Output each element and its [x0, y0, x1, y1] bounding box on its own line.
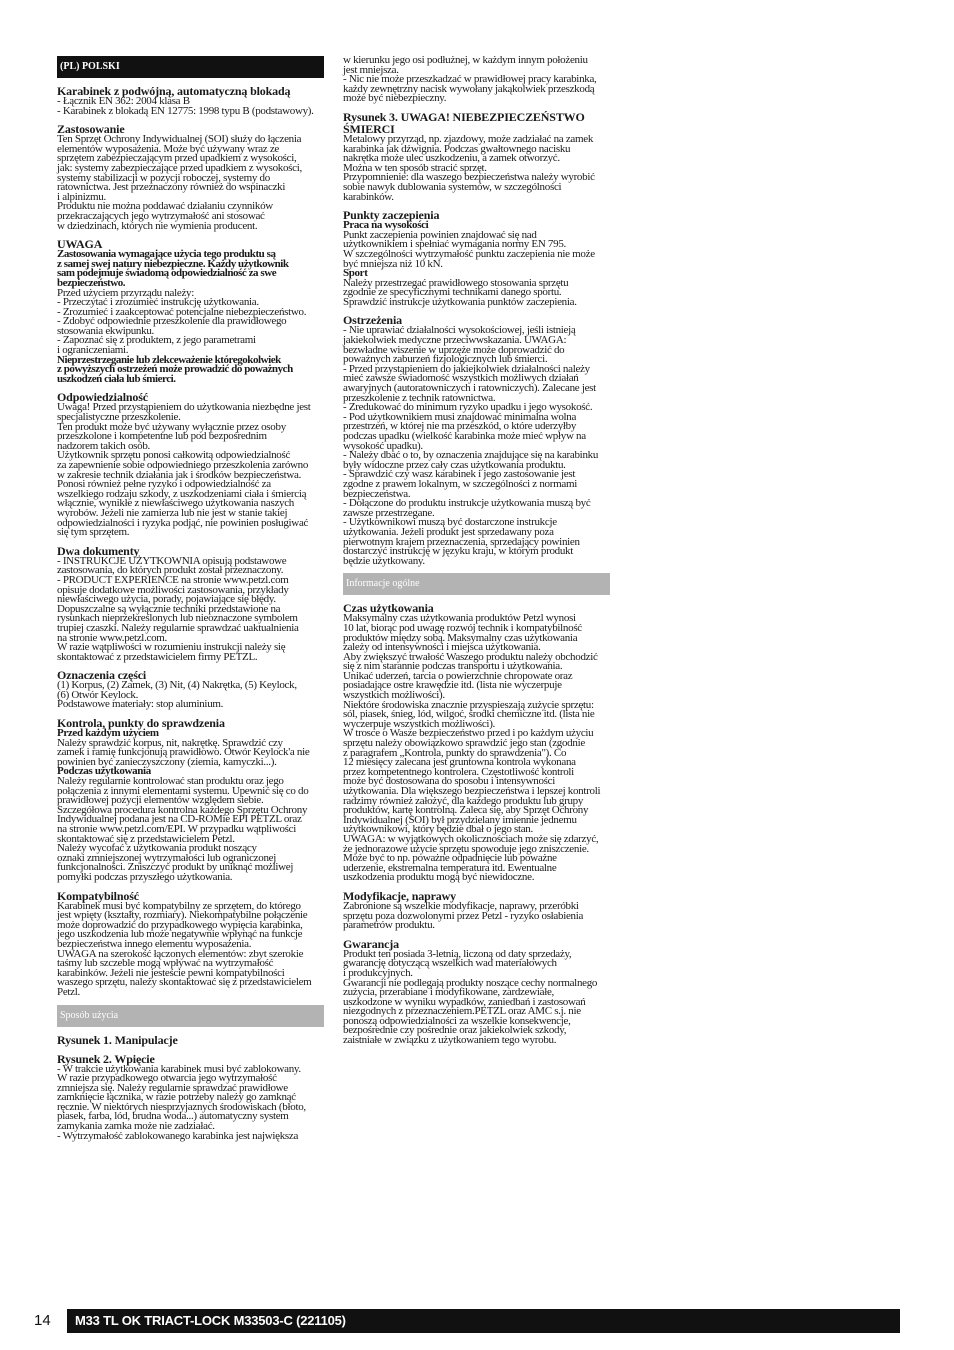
text-line: sól, piasek, śnieg, lód, wilgoć, środki chemiczne itd. (lista nie [343, 708, 595, 721]
text-line: Indywidualnej (SOI) był przydzielany imiennie jednemu [343, 813, 577, 826]
subheading-line: Podczas użytkowania [57, 765, 151, 778]
text-line: - Sprawdzić czy wasz karabinek i jego zastosowanie jest [343, 468, 576, 481]
text-line: Karabinek musi być kompatybilny ze sprzętem, do którego [57, 899, 301, 912]
text-line: Metalowy przyrząd, np. zjazdowy, może zadziałać na zamek [343, 132, 594, 145]
section-block [57, 669, 324, 710]
text-line: powinien być zanieczyszczony (ziemia, kamyczki...). [57, 755, 277, 768]
text-line: zastosowania, do których produkt został przeznaczony. [57, 564, 284, 577]
section-heading: Kompatybilność [57, 888, 139, 903]
product-reference-bar: M33 TL OK TRIACT-LOCK M33503-C (221105) [67, 1309, 900, 1333]
text-line: - Nie uprawiać działalności wysokościowej, jeśli istnieją [343, 324, 576, 337]
text-line: zawsze przestrzegane. [343, 506, 435, 519]
text-line: - Zdobyć odpowiednie przeszkolenie dla prawidłowego [57, 315, 287, 328]
section-block [57, 1034, 324, 1046]
section-heading: Rysunek 1. Manipulacje [57, 1032, 178, 1047]
text-line: Niektóre środowiska znacznie przyspieszają zużycie sprzętu: [343, 698, 594, 711]
section-bar-general-info: Informacje ogólne [343, 573, 610, 595]
section-block [57, 1053, 324, 1142]
text-line: elementów wyposażenia. Może być używany wraz ze [57, 142, 279, 155]
text-line: jest mniejsza. [343, 63, 399, 76]
section-heading: UWAGA [57, 237, 103, 252]
text-line: uszkodzeń ciała lub śmierci. [57, 372, 176, 385]
text-line: i alpinizmu. [57, 190, 106, 203]
text-line: sprzętu należy obowiązkowo sprawdzić jego stan (zgodnie [343, 737, 585, 750]
text-line: Maksymalny czas użytkowania produktów Petzl wynosi [343, 612, 576, 625]
text-line: Nieprzestrzeganie lub zlekceważenie któregokolwiek [57, 353, 281, 366]
text-line: jakiekolwiek medyczne przeciwwskazania. UWAGA: [343, 334, 567, 347]
section-heading: Karabinek z podwójną, automatyczną blokadą [57, 84, 291, 98]
section-heading: Modyfikacje, naprawy [343, 888, 456, 903]
section-block [57, 85, 324, 116]
text-line: Produkt ten posiada 3-letnią, liczoną od daty sprzedaży, [343, 947, 572, 960]
text-line: systemy stabilizacji w pozycji roboczej, systemy do [57, 171, 270, 184]
text-line: - Karabinek z blokadą EN 12775: 1998 typu B (podstawowy). [57, 104, 314, 117]
text-line: posiadające ostre krawędzie itd. (lista nie wyczerpuje [343, 679, 562, 692]
text-line: dostarczyć instrukcję w języku kraju, w którym produkt [343, 545, 574, 558]
section-block [57, 123, 324, 231]
text-line: przez kompetentnego kontrolera. Częstotliwość kontroli [343, 765, 574, 778]
text-line: poważnych zaburzeń fizjologicznych lub śmierci. [343, 353, 548, 366]
text-line: skontaktować z przedstawicielem firmy PETZL. [57, 650, 258, 663]
text-line: bezpieczeństwa innego elementu wyposażenia. [57, 937, 252, 950]
text-line: - Należy dbać o to, by oznaczenia znajdujące się na karabinku [343, 449, 599, 462]
section-block [343, 56, 610, 104]
text-line: Szczegółowa procedura kontrolna każdego Sprzętu Ochrony [57, 803, 308, 816]
text-line: uderzenie, ekstremalna temperatura itd. Ewentualne [343, 861, 557, 874]
section-block [343, 938, 610, 1046]
text-line: trupiej czaszki. Należy regularnie sprawdzać uaktualnienia [57, 621, 299, 634]
text-line: w dziedzinach, których nie wymienia producent. [57, 219, 258, 232]
text-line: ponoszą odpowiedzialności za wszelkie konsekwencje, [343, 1014, 571, 1027]
text-line: awaryjnych (autoratowniczych i ratowniczych). Zalecane jest [343, 382, 596, 395]
text-line: - Łącznik EN 362: 2004 klasa B [57, 95, 190, 107]
text-line: bezpośrednie czy pośrednie oraz jakiekolwiek szkody, [343, 1024, 567, 1037]
text-line: specjalistyczne przeszkolenie. [57, 411, 181, 424]
text-line: wyrobów. Jeżeli nie zamierza lub nie jest w stanie takiej [57, 506, 288, 519]
text-line: 10 lat, biorąc pod uwagę rozwój technik i kompatybilność [343, 621, 582, 634]
subheading-line: Praca na wysokości [343, 219, 429, 232]
text-line: że jednorazowe użycie sprzętu spowoduje jego zniszczenie. [343, 842, 589, 855]
text-line: - Przed przystąpieniem do jakiejkolwiek działalności należy [343, 362, 590, 375]
text-line: - INSTRUKCJE UŻYTKOWNIA opisują podstawowe [57, 554, 287, 567]
text-line: przeszkolone i kompetentne lub pod bezpośrednim [57, 430, 267, 443]
section-block [343, 890, 610, 931]
text-line: niewłaściwego użycia, porady, pojawiające się błędy. [57, 593, 276, 606]
text-line: przestrzeń, w której nie ma przeszkód, o które uderzyłby [343, 420, 577, 433]
text-line: Należy sprawdzić korpus, nit, nakrętkę. Sprawdzić czy [57, 736, 283, 749]
text-line: Aby zwiększyć trwałość Waszego produktu należy obchodzić [343, 650, 598, 663]
section-block [57, 890, 324, 998]
text-line: opisuje dodatkowe możliwości zastosowania, przykłady [57, 583, 289, 596]
text-line: Ten produkt może być używany wyłącznie przez osoby [57, 420, 286, 433]
section-block [57, 391, 324, 537]
text-line: parametrów produktu. [343, 919, 435, 932]
text-line: - Przeczytać i zrozumieć instrukcję użytkowania. [57, 296, 259, 309]
text-line: Produktu nie można poddawać działaniu czynników [57, 200, 273, 213]
text-line: podczas upadku (wielkość karabinka może mieć wpływ na [343, 430, 586, 442]
text-line: - Zredukować do minimum ryzyko upadku i jego wysokość. [343, 401, 593, 414]
text-line: może być dostosowana do sposobu i intensywności [343, 775, 555, 788]
text-line: użytkownikowi, który będzie dbał o jego stan. [343, 823, 533, 836]
text-line: radzimy również założyć, dla każdego produktu lub grupy [343, 794, 584, 807]
section-heading-cont: ŚMIERCI [343, 121, 395, 136]
text-line: skontaktować się z przedstawicielem Petzl. [57, 832, 235, 845]
text-line: zmniejsza się. Należy regularnie sprawdzać prawidłowe [57, 1081, 288, 1094]
text-line: użytkowania. Dla większego bezpieczeństwa i lepszej kontroli [343, 785, 601, 797]
text-line: zgodnie ze specyficznymi technikami danego sportu. [343, 286, 562, 299]
text-line: wszystkich możliwości). [343, 689, 445, 702]
section-heading: Rysunek 3. UWAGA! NIEBEZPIECZEŃSTWO [343, 109, 585, 124]
text-line: Należy regularnie kontrolować stan produktu oraz jego [57, 775, 284, 788]
text-line: W trosce o Wasze bezpieczeństwo przed i po każdym użyciu [343, 727, 594, 740]
text-line: może doprowadzić do przypadkowego wypięcia karabinka, [57, 918, 303, 931]
text-line: w kierunku jego osi podłużnej, w każdym innym położeniu [343, 54, 588, 66]
section-heading: Ostrzeżenia [343, 313, 402, 328]
text-line: waszego sprzętu, należy skontaktować się z przedstawicielem [57, 976, 312, 989]
column-left [57, 56, 324, 1148]
text-line: Przypomnienie: dla waszego bezpieczeństwa należy wyrobić [343, 171, 595, 184]
text-line: były widoczne przez cały czas użytkowania produktu. [343, 458, 566, 471]
text-line: - Zrozumieć i zaakceptować potencjalne niebezpieczeństwo. [57, 305, 307, 318]
text-line: Może być to np. poważne odpadnięcie lub poważne [343, 852, 557, 865]
text-line: może być niebezpieczny. [343, 92, 447, 105]
text-line: prawidłowej pozycji elementów względem siebie. [57, 794, 264, 807]
text-line: wyczerpuje wszystkich możliwości). [343, 717, 496, 730]
text-line: użytkowania. Jeżeli produkt jest sprzedawany poza [343, 525, 554, 538]
text-line: nadzorem takich osób. [57, 439, 150, 452]
section-heading: Odpowiedzialność [57, 390, 148, 405]
text-line: - PRODUCT EXPERIENCE na stronie www.petzl.com [57, 573, 289, 586]
section-heading: Rysunek 2. Wpięcie [57, 1051, 155, 1066]
section-heading: Zastosowanie [57, 122, 125, 137]
text-line: jak: systemy zabezpieczające przed upadkiem z wysokości, [57, 161, 302, 174]
text-line: Unikać uderzeń, tarcia o powierzchnie chropowate oraz [343, 669, 573, 682]
text-line: Przed użyciem przyrządu należy: [57, 286, 194, 299]
text-line: - Dołączone do produktu instrukcje użytkowania muszą być [343, 497, 591, 510]
page-footer [24, 1309, 900, 1333]
text-line: W szczególności wytrzymałość punktu zaczepienia nie może [343, 247, 595, 260]
text-line: wszelkiego rodzaju szkody, z uszkodzeniami ciała i śmiercią [57, 487, 307, 500]
text-line: połączenia z innymi elementami systemu. Upewnić się co do [57, 784, 309, 797]
text-line: Należy wycofać z użytkowania produkt noszący [57, 842, 257, 855]
text-line: na stronie www.petzl.com/EPI. W przypadku wątpliwości [57, 823, 296, 835]
text-line: Ponosi również pełne ryzyko i odpowiedzialność za [57, 478, 271, 491]
text-line: Użytkownik sprzętu ponosi całkowitą odpowiedzialność [57, 449, 291, 462]
text-line: jest wpięty (kształty, rozmiary). Niekompatybilne połączenie [57, 909, 308, 922]
text-line: Należy przestrzegać prawidłowego stosowania sprzętu [343, 276, 569, 289]
section-heading: Kontrola, punkty do sprawdzenia [57, 716, 225, 731]
section-heading: Dwa dokumenty [57, 543, 140, 558]
text-line: się z nim starannie podczas transportu i użytkowania. [343, 660, 563, 673]
text-line: zamykania zamka może nie zadziałać. [57, 1120, 215, 1133]
text-line: zamek i ramię funkcjonują prawidłowo. Otwór Keylock'a nie [57, 746, 310, 759]
text-line: Indywidualnej podana jest na CD-ROMie EPI PETZL oraz [57, 813, 302, 826]
text-line: Uwaga! Przed przystąpieniem do użytkowania niezbędne jest [57, 401, 311, 414]
text-line: - Wytrzymałość zablokowanego karabinka jest największa [57, 1129, 299, 1142]
text-line: - W trakcie użytkowania karabinek musi być zablokowany. [57, 1062, 301, 1075]
section-block [343, 111, 610, 202]
text-line: oznaki zmniejszonej wytrzymałości lub ograniczonej [57, 851, 276, 864]
text-line: z samej swej natury niebezpieczne. Każdy użytkownik [57, 257, 289, 270]
section-block [343, 209, 610, 307]
text-line: na stronie www.petzl.com. [57, 631, 168, 644]
text-line: sam podejmuje świadomą odpowiedzialność za swe [57, 267, 277, 280]
text-line: pierwotnym krajem przeznaczenia, sprzedający powinien [343, 535, 580, 548]
text-line: zaistniałe w związku z użytkowaniem tego wyrobu. [343, 1034, 557, 1047]
subheading-line: Przed każdym użyciem [57, 727, 159, 740]
text-line: ręcznie. W niektórych niesprzyjaznych środowiskach (błoto, [57, 1100, 306, 1113]
text-line: bezpieczeństwo. [57, 276, 126, 289]
text-line: Petzl. [57, 985, 80, 998]
text-line: W razie przypadkowego otwarcia jego wytrzymałość [57, 1072, 277, 1085]
text-line: użytkownikiem i spełniać wymagania normy EN 795. [343, 238, 566, 251]
text-line: (1) Korpus, (2) Zamek, (3) Nit, (4) Nakrętka, (5) Keylock, [57, 679, 297, 692]
text-line: niezgodnych z przeznaczeniem.PETZL oraz AMC s.j. nie [343, 1005, 581, 1018]
section-block [343, 602, 610, 883]
text-line: - Zapoznać się z produktem, z jego parametrami [57, 334, 256, 347]
text-line: wysokość upadku). [343, 439, 423, 452]
text-line: - Użytkownikowi muszą być dostarczone instrukcje [343, 516, 557, 529]
text-line: Ten Sprzęt Ochrony Indywidualnej (SOI) służy do łączenia [57, 133, 302, 146]
text-line: Sprawdzić instrukcje użytkowania punktów zaczepienia. [343, 295, 577, 308]
text-line: nakrętka może ulec uszkodzeniu, a zamek otworzyć. [343, 152, 560, 165]
text-line: będzie użytkowany. [343, 554, 425, 567]
text-line: przekraczających jego wytrzymałość ani stosować [57, 209, 265, 222]
subheading-line: Sport [343, 267, 368, 280]
text-line: z paragrafem „Kontrola, punkty do sprawdzenia"). Co [343, 746, 567, 759]
text-line: - Pod użytkownikiem musi znajdować minimalna wolna [343, 410, 577, 423]
text-line: i ograniczeniami. [57, 344, 129, 357]
text-line: odpowiedzialności i ryzyka podjąć, nie powinien posługiwać [57, 516, 309, 529]
text-line: sprzętu poza dozwolonymi przez Petzl - ryzyko osłabienia [343, 909, 584, 922]
text-line: - Nic nie może przeszkadzać w prawidłowej pracy karabinka, [343, 73, 597, 86]
text-line: produktów, kartę kontrolną. Zaleca się, aby Sprzęt Ochrony [343, 804, 589, 817]
text-line: stosowania ekwipunku. [57, 324, 154, 337]
text-line: karabinków. Jeżeli nie jesteście pewni kompatybilności [57, 966, 285, 979]
text-line: Gwarancji nie podlegają produkty noszące cechy normalnego [343, 976, 598, 989]
text-line: Zabronione są wszelkie modyfikacje, naprawy, przeróbki [343, 899, 579, 912]
text-line: (6) Otwór Keylock. [57, 688, 139, 701]
section-heading: Czas użytkowania [343, 601, 434, 616]
text-line: Podstawowe materiały: stop aluminium. [57, 698, 224, 711]
text-line: produktów między sobą. Maksymalny czas użytkowania [343, 631, 578, 644]
text-line: Zastosowania wymagające użycia tego produktu są [57, 248, 276, 261]
text-line: w zakresie technik działania jak i środków bezpieczeństwa. [57, 468, 302, 481]
column-right [343, 56, 610, 1053]
section-bar-usage: Sposób użycia [57, 1005, 324, 1027]
text-line: każdy zewnętrzny nacisk wywołany jakąkolwiek przeszkodą [343, 82, 595, 95]
section-block [57, 238, 324, 384]
text-line: rysunkach nieprzekreślonych lub nieoznaczone symbolem [57, 612, 298, 625]
section-block [57, 717, 324, 883]
text-line: gwarancję dotyczącą wszelkich wad materiałowych [343, 957, 557, 970]
text-line: zgodne z prawem lokalnym, w szczególności z normami [343, 477, 577, 490]
text-line: uszkodzenia produktu mogą być niewidoczne. [343, 871, 535, 884]
text-line: UWAGA: w wyjątkowych okolicznościach może się zdarzyć, [343, 832, 599, 845]
section-heading: Oznaczenia części [57, 668, 147, 683]
text-line: karabinka jak dźwignia. Podczas gwałtownego nacisku [343, 142, 571, 155]
text-line: być mniejsza niż 10 kN. [343, 257, 443, 270]
text-line: jego uszkodzenia lub może negatywnie wpłynąć na funkcje [57, 928, 303, 941]
text-line: z powyższych ostrzeżeń może prowadzić do poważnych [57, 363, 293, 376]
section-heading: Punkty zaczepienia [343, 208, 440, 223]
section-block [57, 545, 324, 663]
text-line: i produkcyjnych. [343, 966, 413, 979]
text-line: zużycia, przerabiane i modyfikowane, zardzewiałe, [343, 986, 554, 999]
text-line: UWAGA na szerokość łączonych elementów: zbyt szerokie [57, 947, 304, 960]
text-line: uszkodzone w wyniku wypadków, zaniedbań i zastosowań [343, 995, 586, 1008]
section-block [343, 314, 610, 566]
text-line: W razie wątpliwości w rozumieniu instrukcji należy się [57, 641, 286, 654]
text-line: sprzętem zabezpieczającym przed upadkiem z wysokości, [57, 152, 297, 165]
text-line: bezpieczeństwa. [343, 487, 411, 500]
text-line: karabinków. [343, 190, 394, 203]
text-line: funkcjonalności. Zniszczyć produkt by uniknąć możliwej [57, 861, 294, 874]
text-line: ratownictwa. Jest przeznaczony również do wspinaczki [57, 181, 286, 194]
text-line: 12 miesięcy zalecana jest gruntowna kontrola wykonana [343, 756, 576, 769]
text-line: się tym sprzętem. [57, 526, 130, 539]
text-line: zamknięcie łącznika, w razie potrzeby należy go zamknąć [57, 1091, 296, 1104]
section-heading: Gwarancja [343, 936, 399, 951]
text-line: sobie nawyk dublowania systemów, w szczególności [343, 180, 562, 193]
text-line: Można w ten sposób stracić sprzęt. [343, 161, 487, 174]
text-line: pomyłki podczas przyszłego użytkowania. [57, 870, 233, 883]
text-line: Dopuszczalne są wyłącznie techniki przedstawione na [57, 602, 281, 615]
text-line: taśmy lub szczeble mogą wpływać na wytrzymałość [57, 957, 274, 970]
page-number: 14 [34, 1312, 51, 1329]
text-line: włącznie, wynikłe z niewłaściwego użytkowania naszych [57, 497, 295, 510]
text-line: zależy od intensywności i miejsca użytkowania. [343, 641, 541, 654]
text-line: piasek, farba, lód, brudna woda...) automatyczny system [57, 1110, 289, 1123]
text-line: przeszkolenie z technik ratownictwa. [343, 391, 496, 404]
language-header-bar: (PL) POLSKI [57, 56, 324, 78]
text-line: mieć zawsze świadomość wszystkich możliwych działań [343, 372, 579, 385]
text-line: za zapewnienie sobie odpowiedniego przeszkolenia zarówno [57, 459, 309, 471]
text-line: bezwładne wiszenie w uprzęże może doprowadzić do [343, 343, 565, 356]
text-line: Punkt zaczepienia powinien znajdować się nad [343, 228, 537, 241]
